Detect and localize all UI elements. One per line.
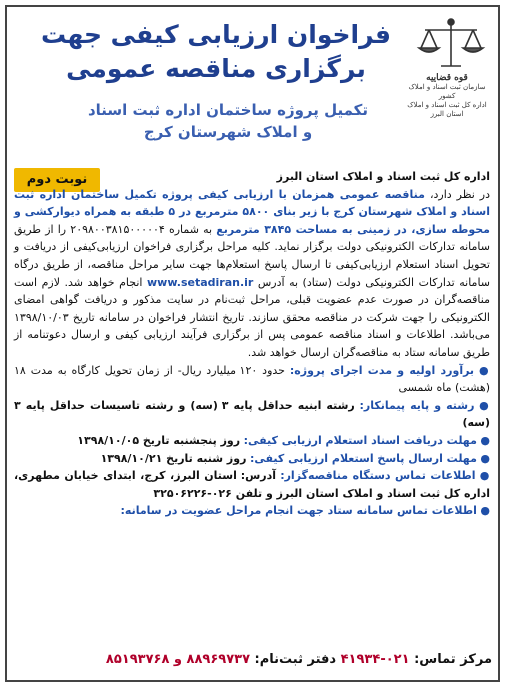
round-badge: نوبت دوم	[14, 168, 100, 192]
grade-label: رشته و پایه پیمانکار:	[359, 398, 475, 412]
notice-subtitle-line1: تکمیل پروژه ساختمان اداره ثبت اسناد	[87, 101, 369, 119]
deadline-send-label: مهلت ارسال پاسخ استعلام ارزیابی کیفی:	[249, 451, 477, 465]
intro-continued: به شماره ۲۰۹۸۰۰۳۸۱۵۰۰۰۰۰۴ را از طریق سامانه تدارکات الکترونیکی دولت برگزار نماید. کلیه مراحل برگزاری فراخوان ارزیابی‌کیفی از دریافت و تحویل اسناد استعلام ارزیابی‌کیفی تا ارسال پاسخ استعلام‌ها جهت سایر مراحل مناقصه، از طریق درگاه سامانه تدارکات الکترونیکی دولت (ستاد) به آدرس	[14, 222, 491, 289]
list-item-budget	[14, 362, 490, 397]
notice-title-line1: فراخوان ارزیابی کیفی جهت	[40, 20, 392, 49]
setad-website-link[interactable]: www.setadiran.ir	[147, 275, 254, 289]
bullet-icon: ●	[479, 363, 491, 377]
bullet-icon: ●	[480, 451, 490, 465]
org-line-alborz: اداره کل ثبت اسناد و املاک استان البرز	[407, 101, 487, 118]
intro-project: مناقصه عمومی همزمان با ارزیابی کیفی پروژه تکمیل ساختمان اداره ثبت اسناد و املاک شهرستان کرج با زیر بنای ۵۸۰۰ مترمربع در ۵ طبقه به همراه دیوارکشی و محوطه سازی، در زمینی به مساحت ۳۸۴۵ مترمربع	[14, 187, 491, 236]
list-item-contact	[14, 467, 490, 502]
bullet-icon: ●	[480, 433, 490, 447]
office-number: ۸۸۹۶۹۷۳۷ و ۸۵۱۹۳۷۶۸	[105, 652, 251, 667]
notice-header	[8, 8, 497, 156]
org-line-judiciary: قوه قضاییه	[426, 73, 468, 83]
office-label: دفتر ثبت‌نام:	[254, 652, 337, 667]
center-number: ۰۲۱-۴۱۹۳۴	[340, 652, 410, 667]
list-item-setad	[14, 502, 490, 520]
org-heading: اداره کل ثبت اسناد و املاک استان البرز	[276, 170, 490, 183]
contact-footer	[12, 648, 492, 672]
list-item-grade	[14, 397, 490, 432]
deadline-receive-label: مهلت دریافت اسناد استعلام ارزیابی کیفی:	[243, 433, 477, 447]
setad-label: اطلاعات تماس سامانه ستاد جهت انجام مراحل عضویت در سامانه:	[120, 504, 477, 518]
notice-body	[14, 168, 490, 520]
list-item-deadline-send	[14, 450, 490, 468]
budget-text: حدود ۱۲۰ میلیارد ریال- از زمان تحویل کارگاه به مدت ۱۸ (هشت) ماه شمسی	[14, 363, 490, 395]
contact-text: آدرس: استان البرز، کرج، ابتدای خیابان مطهری، اداره کل ثبت اسناد و املاک استان البرز و تلفن ۰۲۶-۳۲۵۰۶۲۲۶	[14, 469, 490, 500]
grade-text: رشته ابنیه حداقل پایه ۳ (سه) و رشته تاسیسات حداقل پایه ۳ (سه)	[14, 398, 490, 430]
notice-subtitle-line2: و املاک شهرستان کرج	[143, 123, 313, 141]
list-item-deadline-receive	[14, 432, 490, 450]
bullet-icon: ●	[479, 469, 491, 483]
bullet-icon: ●	[480, 504, 490, 518]
intro-end: انجام خواهد شد. لازم است مناقصه‌گران در صورت عدم عضویت قبلی، مراحل ثبت‌نام در سایت مذکور و دریافت گواهی امضای الکترونیکی را جهت شرکت در مناقصه محقق سازند. تاریخ انتشار فراخوان در سامانه تاریخ ۱۳۹۸/۱۰/۰۳ می‌باشد. اطلاعات و اسناد مناقصه عمومی پس از برگزاری فرآیند ارزیابی کیفی و ارسال دعوتنامه از طریق سامانه ستاد به مناقصه‌گران ارسال خواهد شد.	[14, 275, 490, 359]
intro-plain: در نظر دارد،	[429, 187, 491, 201]
bullet-icon: ●	[479, 398, 491, 412]
judiciary-scales-emblem-icon	[411, 16, 491, 72]
intro-paragraph	[14, 186, 490, 362]
org-line-registry: سازمان ثبت اسناد و املاک کشور	[408, 83, 486, 100]
deadline-send-text: روز شنبه تاریخ ۱۳۹۸/۱۰/۲۱	[100, 451, 247, 465]
deadline-receive-text: روز پنجشنبه تاریخ ۱۳۹۸/۱۰/۰۵	[77, 433, 241, 447]
center-label: مرکز تماس:	[414, 652, 492, 667]
budget-label: برآورد اولیه و مدت اجرای پروژه:	[289, 363, 475, 377]
contact-label: اطلاعات تماس دستگاه مناقصه‌گزار:	[280, 469, 476, 483]
notice-title-line2: برگزاری مناقصه عمومی	[66, 54, 366, 83]
